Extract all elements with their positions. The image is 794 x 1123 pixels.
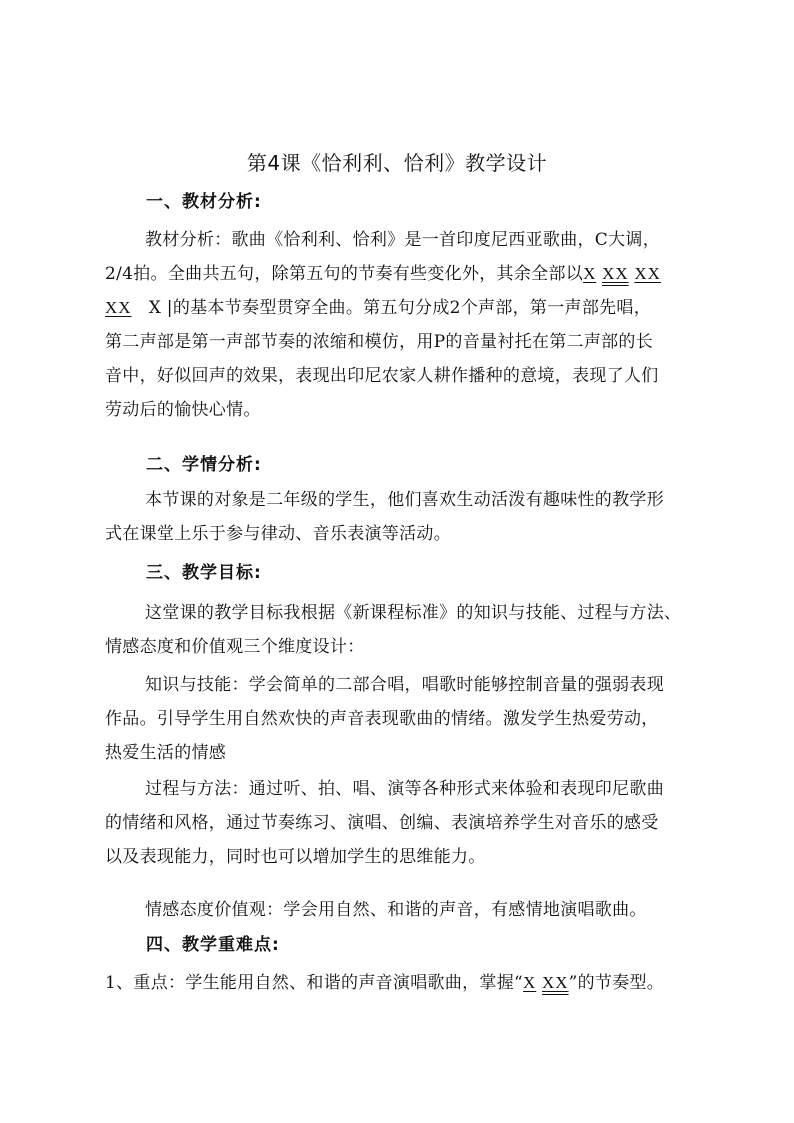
- document-title: 第4课《恰利利、恰利》教学设计: [246, 151, 548, 175]
- paragraph-key-points: [105, 966, 697, 1000]
- text-span: 热爱生活的情感: [105, 743, 227, 763]
- text-line: [105, 702, 697, 736]
- text-line: [105, 291, 697, 325]
- text-line: [105, 223, 697, 257]
- text-span: 劳动后的愉快心情。: [105, 400, 261, 420]
- section-heading-materials: 一、教材分析:: [146, 192, 262, 212]
- section-heading-student-analysis: 二、学情分析:: [146, 455, 262, 475]
- text-span: 第二声部是第一声部节奏的浓缩和模仿，用P的音量衬托在第二声部的长: [105, 332, 654, 352]
- text-span: 以及表现能力，同时也可以增加学生的思维能力。: [105, 847, 486, 867]
- text-line: [105, 893, 697, 927]
- rhythm-notation: XX: [634, 264, 661, 283]
- paragraph-goals-intro: [105, 596, 697, 664]
- text-span: 本节课的对象是二年级的学生，他们喜欢生动活泼有趣味性的教学形: [145, 490, 664, 510]
- text-span: X |的基本节奏型贯穿全曲。第五句分成2个声部，第一声部先唱，: [148, 298, 652, 318]
- text-span: 教材分析：歌曲《恰利利、恰利》是一首印度尼西亚歌曲，C大调，: [145, 230, 661, 250]
- text-span: 式在课堂上乐于参与律动、音乐表演等活动。: [105, 524, 451, 544]
- section-heading-teaching-goals: 三、教学目标:: [146, 563, 262, 583]
- text-line: [105, 483, 697, 517]
- text-line: [105, 596, 697, 630]
- text-span: 情感态度价值观：学会用自然、和谐的声音，有感情地演唱歌曲。: [145, 900, 647, 920]
- rhythm-notation: X: [523, 973, 537, 992]
- text-line: [105, 966, 697, 1000]
- paragraph-student-analysis: [105, 483, 697, 551]
- text-span: 情感态度和价值观三个维度设计：: [105, 637, 365, 657]
- section-heading-key-difficulties: 四、教学重难点:: [146, 935, 280, 955]
- text-span: 1、重点：学生能用自然、和谐的声音演唱歌曲，掌握“: [105, 973, 524, 993]
- paragraph-knowledge-skills: [105, 668, 697, 770]
- rhythm-notation: X: [583, 264, 597, 283]
- text-span: 2/4拍。全曲共五句，除第五句的节奏有些变化外，其余全部以: [105, 264, 584, 284]
- text-span: 知识与技能：学会简单的二部合唱，唱歌时能够控制音量的强弱表现: [145, 675, 664, 695]
- text-span: 音中，好似回声的效果，表现出印尼农家人耕作播种的意境，表现了人们: [105, 366, 659, 386]
- rhythm-notation: XX: [542, 973, 569, 992]
- text-line: [105, 393, 697, 427]
- rhythm-notation: XX: [602, 264, 629, 283]
- text-line: [105, 359, 697, 393]
- rhythm-notation: XX: [105, 298, 132, 317]
- text-span: 过程与方法：通过听、拍、唱、演等各种形式来体验和表现印尼歌曲: [145, 779, 664, 799]
- text-span: ”的节奏型。: [568, 973, 665, 993]
- paragraph-process-methods: [105, 772, 697, 874]
- text-span: 这堂课的教学目标我根据《新课程标准》的知识与技能、过程与方法、: [145, 603, 682, 623]
- text-line: [105, 517, 697, 551]
- text-line: [105, 806, 697, 840]
- text-line: [105, 840, 697, 874]
- text-line: [105, 630, 697, 664]
- text-line: [105, 772, 697, 806]
- paragraph-emotion-values: [105, 893, 697, 927]
- text-line: [105, 736, 697, 770]
- text-line: [105, 325, 697, 359]
- text-span: 的情绪和风格，通过节奏练习、演唱、创编、表演培养学生对音乐的感受: [105, 813, 659, 833]
- text-line: [105, 257, 697, 291]
- paragraph-materials-analysis: [105, 223, 697, 427]
- text-line: [105, 668, 697, 702]
- text-span: 作品。引导学生用自然欢快的声音表现歌曲的情绪。激发学生热爱劳动，: [105, 709, 659, 729]
